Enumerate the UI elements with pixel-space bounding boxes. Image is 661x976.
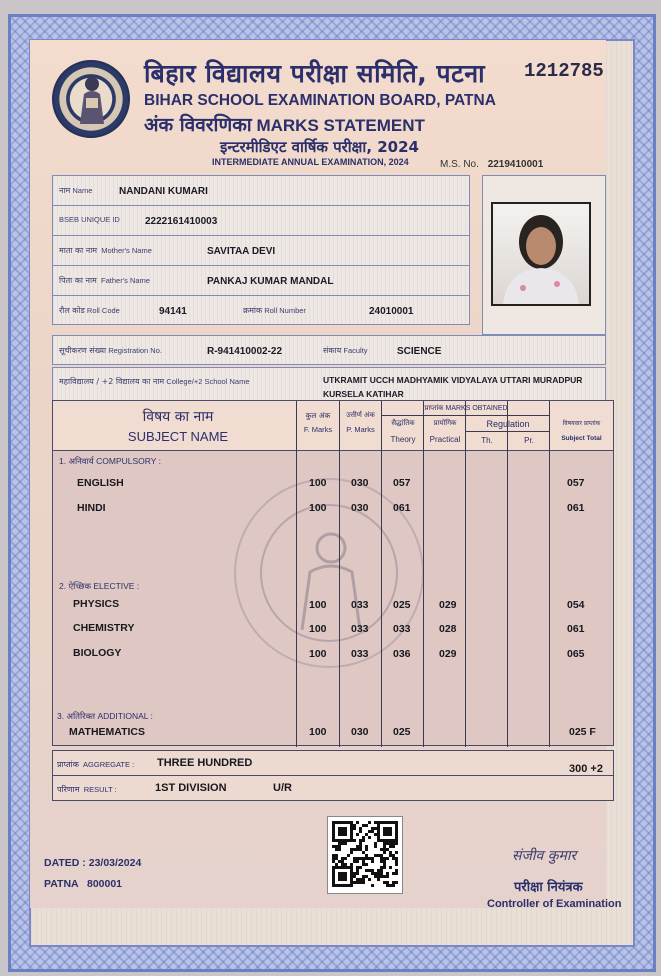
watermark-inner-ring xyxy=(260,504,398,642)
row-biology-practical: 029 xyxy=(439,648,457,660)
college-row xyxy=(52,367,606,401)
row-subject-physics: PHYSICS xyxy=(73,598,120,610)
controller-title-hindi: परीक्षा नियंत्रक xyxy=(514,880,583,895)
statement-title xyxy=(144,111,524,137)
aggregate-label: प्राप्तांक AGGREGATE : xyxy=(57,760,135,769)
roll-code-value: 94141 xyxy=(159,306,187,317)
header-obtained: प्राप्तांक MARKS OBTAINED xyxy=(424,404,508,412)
row-mathematics-total: 025 F xyxy=(569,726,596,738)
controller-signature: संजीव कुमार xyxy=(512,848,577,864)
header-practical-english: Practical xyxy=(429,435,461,444)
serial-number: 1212785 xyxy=(524,60,604,82)
issue-place-label: PATNA xyxy=(44,878,79,890)
header-full-marks-hindi: कुल अंक xyxy=(305,411,331,420)
father-name: PANKAJ KUMAR MANDAL xyxy=(207,276,334,287)
row-subject-mathematics: MATHEMATICS xyxy=(69,726,146,738)
bseb-id-value: 2222161410003 xyxy=(145,216,218,227)
qr-code xyxy=(327,816,403,894)
issue-place xyxy=(44,878,122,890)
mother-name: SAVITAA DEVI xyxy=(207,246,276,257)
roll-code-label: रौल कोड Roll Code xyxy=(59,306,120,315)
watermark-figure-icon xyxy=(262,506,400,644)
row-biology-total: 065 xyxy=(567,648,585,660)
aggregate-value: 300 +2 xyxy=(569,763,603,775)
row-chemistry-full: 100 xyxy=(309,623,327,635)
row-hindi-total: 061 xyxy=(567,502,585,514)
result-label: परिणाम RESULT : xyxy=(57,785,117,794)
section-elective: 2. ऐच्छिक ELECTIVE : xyxy=(59,581,140,592)
row-english-theory: 057 xyxy=(393,477,411,489)
watermark-seal xyxy=(234,478,424,668)
bseb-id-label: BSEB UNIQUE ID xyxy=(59,215,120,224)
row-hindi-pass: 030 xyxy=(351,502,369,514)
college-line-1: UTKRAMIT UCCH MADHYAMIK VIDYALAYA UTTARI MURADPUR xyxy=(323,375,583,385)
college-label: महाविद्यालय / +2 विद्यालय का नाम College/+2 School Name xyxy=(59,377,250,386)
exam-name-english: INTERMEDIATE ANNUAL EXAMINATION, 2024 xyxy=(212,157,409,167)
board-name-english: BIHAR SCHOOL EXAMINATION BOARD, PATNA xyxy=(144,92,496,109)
ms-number-value: 2219410001 xyxy=(487,159,544,170)
result-row xyxy=(52,775,614,801)
controller-title-english: Controller of Examination xyxy=(487,898,622,910)
registration-value: R-941410002-22 xyxy=(207,346,283,357)
row-mathematics-full: 100 xyxy=(309,726,327,738)
row-mathematics-theory: 025 xyxy=(393,726,411,738)
row-chemistry-pass: 033 xyxy=(351,623,369,635)
row-subject-english: ENGLISH xyxy=(77,477,124,489)
issue-date-value: 23/03/2024 xyxy=(88,857,142,869)
photo-frame xyxy=(482,175,606,335)
college-line-2: KURSELA KATIHAR xyxy=(323,389,404,399)
row-english-full: 100 xyxy=(309,477,327,489)
section-additional: 3. अतिरिक्त ADDITIONAL : xyxy=(57,711,153,722)
result-note: U/R xyxy=(273,782,292,794)
registration-row xyxy=(52,335,606,365)
header-subject-hindi: विषय का नाम xyxy=(142,409,214,425)
header-regulation-practical: Pr. xyxy=(524,436,534,445)
exam-name-hindi: इन्टरमीडिएट वार्षिक परीक्षा, 2024 xyxy=(220,138,419,156)
header-pass-marks-english: P. Marks xyxy=(346,425,375,434)
row-english-pass: 030 xyxy=(351,477,369,489)
row-chemistry-theory: 033 xyxy=(393,623,411,635)
header-theory-hindi: सैद्धांतिक xyxy=(391,419,415,427)
row-subject-chemistry: CHEMISTRY xyxy=(73,622,135,634)
header-regulation: Regulation xyxy=(486,419,530,429)
row-physics-practical: 029 xyxy=(439,599,457,611)
aggregate-words: THREE HUNDRED xyxy=(157,757,253,769)
row-hindi-full: 100 xyxy=(309,502,327,514)
row-mathematics-pass: 030 xyxy=(351,726,369,738)
header-subject-total-english: Subject Total xyxy=(561,435,602,442)
row-physics-total: 054 xyxy=(567,599,585,611)
statement-title-english: MARKS STATEMENT xyxy=(256,116,425,135)
ms-number xyxy=(440,159,543,170)
faculty-value: SCIENCE xyxy=(397,346,442,357)
header-pass-marks-hindi: उत्तीर्ण अंक xyxy=(346,411,375,419)
issue-date-label: DATED : xyxy=(44,857,86,869)
father-row xyxy=(52,265,470,295)
seal-figure-icon xyxy=(68,74,116,126)
row-physics-pass: 033 xyxy=(351,599,369,611)
section-compulsory: 1. अनिवार्य COMPULSORY : xyxy=(59,456,161,467)
mother-row xyxy=(52,235,470,265)
roll-row xyxy=(52,295,470,325)
roll-number-label: क्रमांक Roll Number xyxy=(243,306,306,315)
ms-number-label: M.S. No. xyxy=(440,159,479,170)
board-name-hindi: बिहार विद्यालय परीक्षा समिति, पटना xyxy=(144,59,486,88)
header-subject-total-hindi: विषयवार प्राप्तांक xyxy=(562,420,601,427)
header-theory-english: Theory xyxy=(390,435,416,444)
aggregate-row xyxy=(52,750,614,776)
row-subject-biology: BIOLOGY xyxy=(73,647,122,659)
father-label: पिता का नाम Father's Name xyxy=(59,276,150,285)
row-physics-full: 100 xyxy=(309,599,327,611)
student-photo xyxy=(491,202,591,306)
result-value: 1ST DIVISION xyxy=(155,782,227,794)
header-full-marks-english: F. Marks xyxy=(303,425,333,434)
issue-place-code: 800001 xyxy=(86,878,123,890)
row-biology-full: 100 xyxy=(309,648,327,660)
bseb-id-row xyxy=(52,205,470,235)
header-subject-english: SUBJECT NAME xyxy=(127,429,229,444)
roll-number-value: 24010001 xyxy=(369,306,414,317)
row-biology-pass: 033 xyxy=(351,648,369,660)
faculty-label: संकाय Faculty xyxy=(323,346,368,355)
row-hindi-theory: 061 xyxy=(393,502,411,514)
header-regulation-theory: Th. xyxy=(481,436,493,445)
issue-date xyxy=(44,857,141,869)
row-chemistry-total: 061 xyxy=(567,623,585,635)
header-practical-hindi: प्रायोगिक xyxy=(433,419,457,427)
row-chemistry-practical: 028 xyxy=(439,623,457,635)
statement-title-hindi: अंक विवरणिका xyxy=(144,114,252,136)
student-name: NANDANI KUMARI xyxy=(119,186,208,197)
row-english-total: 057 xyxy=(567,477,585,489)
certificate-header xyxy=(144,56,524,167)
name-label: नाम Name xyxy=(59,186,93,195)
board-seal-logo xyxy=(52,60,130,138)
mother-label: माता का नाम Mother's Name xyxy=(59,246,152,255)
row-subject-hindi: HINDI xyxy=(77,502,106,514)
row-biology-theory: 036 xyxy=(393,648,411,660)
registration-label: सूचीकरण संख्या Registration No. xyxy=(59,346,162,355)
name-row xyxy=(52,175,470,205)
row-physics-theory: 025 xyxy=(393,599,411,611)
